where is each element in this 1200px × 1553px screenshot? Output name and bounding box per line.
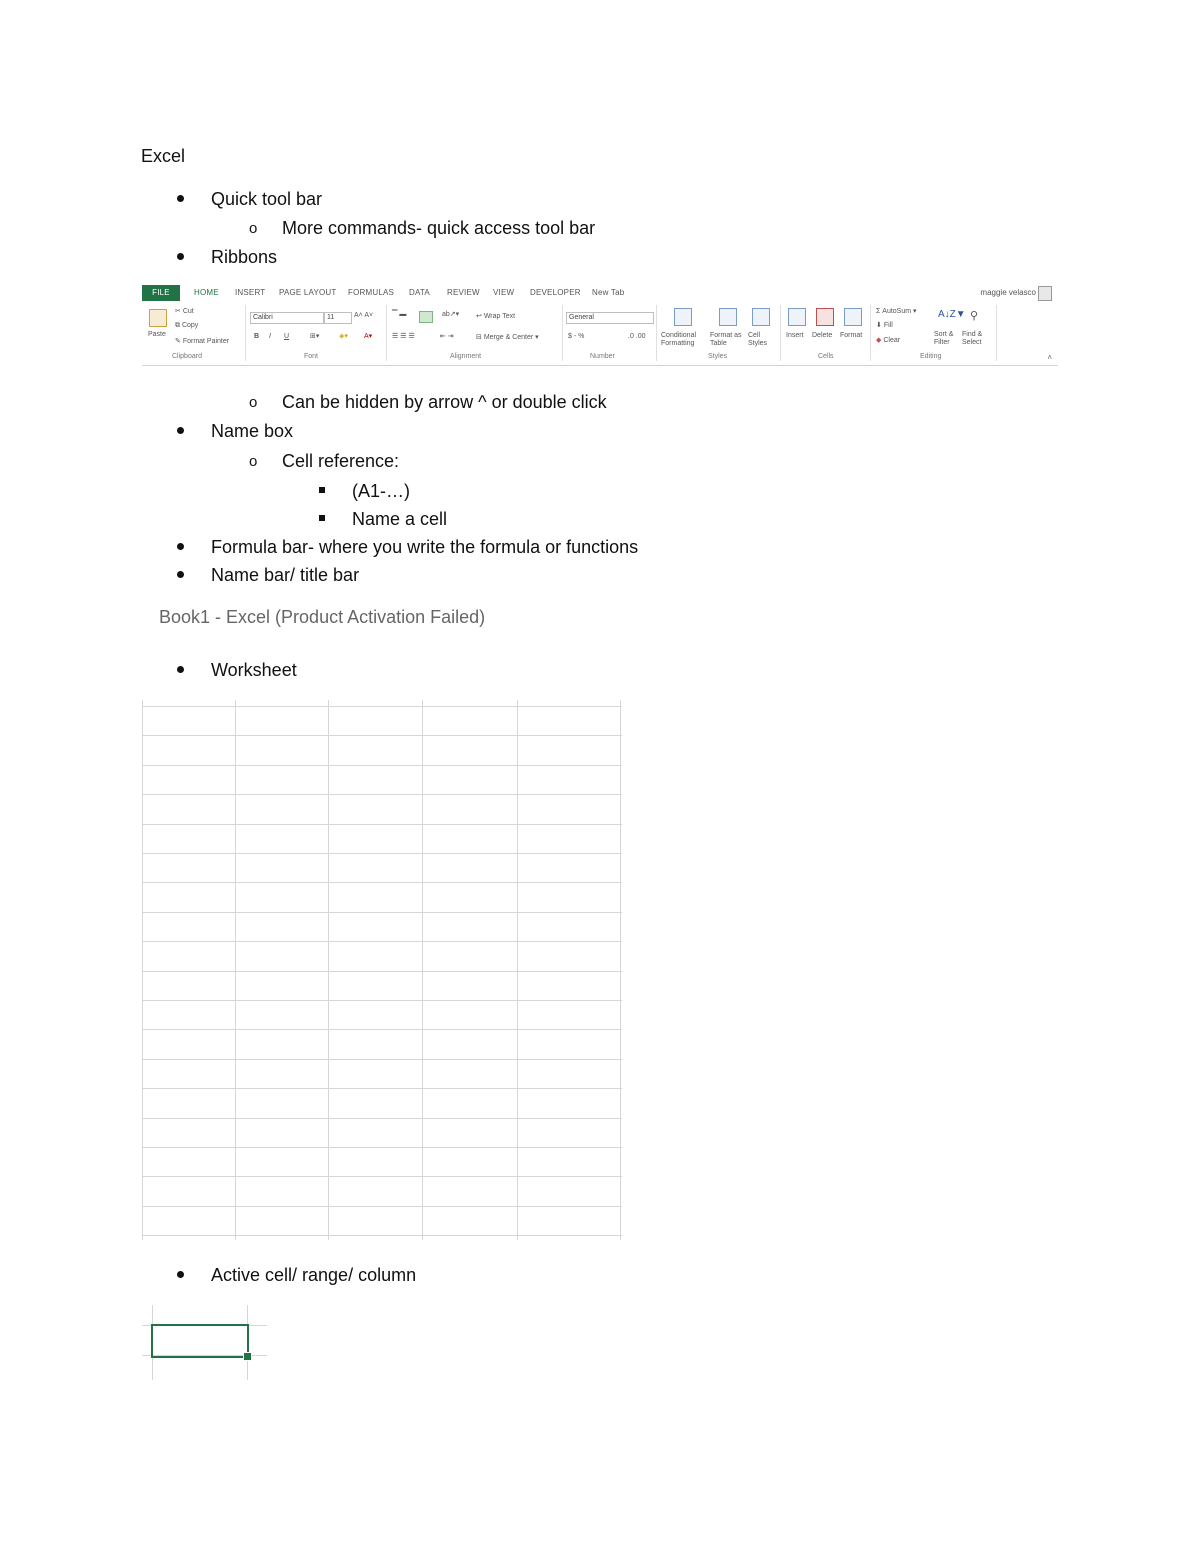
item-more-commands: More commands- quick access tool bar	[282, 218, 596, 238]
item-ribbons: Ribbons	[211, 247, 278, 267]
cut-label: Cut	[182, 308, 194, 315]
insert-cells-icon[interactable]	[788, 308, 806, 326]
find-select-button[interactable]: Find & Select	[962, 331, 983, 346]
align-top-icon[interactable]: ▔ ▬	[392, 311, 407, 318]
item-name-box: Name box	[211, 421, 294, 441]
item-quick-tool-bar: Quick tool bar	[211, 189, 323, 209]
bullet-dot	[177, 543, 184, 550]
active-cell[interactable]	[151, 1324, 249, 1358]
conditional-formatting-icon[interactable]	[674, 308, 692, 326]
item-cell-reference: Cell reference:	[282, 451, 400, 471]
grid-row-line	[142, 824, 622, 825]
bullet-square	[319, 487, 325, 493]
bullet-square	[319, 515, 325, 521]
bullet-circle: o	[249, 394, 258, 411]
cut-icon: ✂	[175, 308, 183, 315]
format-button[interactable]: Format	[840, 332, 863, 339]
doc-heading: Excel	[141, 146, 186, 166]
item-active-cell: Active cell/ range/ column	[211, 1265, 417, 1285]
grid-row-line	[142, 1029, 622, 1030]
grid-row-line	[142, 912, 622, 913]
number-format-select[interactable]: General	[566, 312, 654, 324]
delete-cells-icon[interactable]	[816, 308, 834, 326]
borders-icon[interactable]: ⊞▾	[310, 333, 320, 340]
grid-row-line	[142, 1235, 622, 1236]
cell-styles-icon[interactable]	[752, 308, 770, 326]
group-label-number: Number	[590, 353, 615, 360]
tab-file[interactable]: FILE	[142, 285, 180, 301]
merge-center-label: Merge & Center	[483, 334, 534, 341]
tab-developer[interactable]: DEVELOPER	[530, 288, 581, 297]
grid-row-line	[142, 971, 622, 972]
item-name-a-cell: Name a cell	[352, 509, 448, 529]
title-bar-text: Book1 - Excel (Product Activation Failed)	[159, 607, 486, 627]
tab-insert[interactable]: INSERT	[235, 288, 266, 297]
grid-row-line	[142, 1206, 622, 1207]
group-separator	[656, 305, 657, 361]
copy-icon: ⧉	[175, 322, 182, 329]
autosum-label: AutoSum	[882, 308, 912, 315]
group-separator	[386, 305, 387, 361]
bullet-circle: o	[249, 220, 258, 237]
group-separator	[562, 305, 563, 361]
format-painter-label: Format Painter	[182, 338, 230, 345]
copy-label: Copy	[181, 322, 199, 329]
indent-icon[interactable]: ⇤ ⇥	[440, 333, 454, 340]
worksheet-grid[interactable]	[142, 700, 622, 1240]
tab-formulas[interactable]: FORMULAS	[348, 288, 395, 297]
grid-row-line	[142, 765, 622, 766]
currency-percent-buttons[interactable]: $ - %	[568, 333, 585, 340]
conditional-formatting-button[interactable]: Conditional Formatting	[661, 332, 697, 347]
paste-button[interactable]: Paste	[148, 331, 166, 338]
binoculars-icon[interactable]: ⚲	[970, 310, 979, 322]
sigma-icon: Σ	[876, 308, 883, 315]
bullet-dot	[177, 195, 184, 202]
autosum-button[interactable]: Σ AutoSum ▾	[876, 308, 917, 315]
cut-button[interactable]	[175, 307, 194, 315]
font-size-select[interactable]: 11	[324, 312, 352, 324]
wrap-text-button[interactable]	[476, 312, 515, 320]
group-label-styles: Styles	[708, 353, 728, 360]
collapse-ribbon-icon[interactable]: ˄	[1047, 353, 1052, 362]
merge-icon: ⊟	[476, 334, 484, 341]
bullet-circle: o	[249, 453, 258, 470]
active-cell-example	[142, 1305, 267, 1380]
grid-row-line	[142, 794, 622, 795]
tab-view[interactable]: VIEW	[493, 288, 515, 297]
item-can-be-hidden: Can be hidden by arrow ^ or double click	[282, 392, 607, 412]
copy-button[interactable]	[175, 322, 198, 330]
align-middle-icon[interactable]	[419, 311, 433, 323]
orientation-icon[interactable]: ab↗▾	[442, 311, 460, 318]
sort-filter-icon[interactable]: A↓Z▼	[938, 309, 966, 320]
item-a1: (A1-…)	[352, 481, 410, 501]
group-label-clipboard: Clipboard	[172, 353, 202, 360]
group-separator	[780, 305, 781, 361]
group-label-font: Font	[304, 353, 319, 360]
tab-review[interactable]: REVIEW	[447, 288, 480, 297]
tab-new-tab[interactable]: New Tab	[592, 288, 625, 297]
tab-home[interactable]: HOME	[194, 288, 219, 297]
wrap-text-label: Wrap Text	[483, 313, 516, 320]
group-label-cells: Cells	[818, 353, 834, 360]
avatar[interactable]	[1038, 286, 1052, 301]
ribbon-tabs	[142, 285, 1058, 301]
grid-row-line	[142, 1176, 622, 1177]
underline-button[interactable]: U	[284, 333, 290, 340]
group-label-editing: Editing	[920, 353, 942, 360]
group-separator	[870, 305, 871, 361]
grid-row-line	[142, 853, 622, 854]
tab-data[interactable]: DATA	[409, 288, 430, 297]
insert-button[interactable]: Insert	[786, 332, 804, 339]
brush-icon: ✎	[175, 338, 183, 345]
grid-row-line	[142, 1147, 622, 1148]
ribbon-screenshot	[142, 285, 1058, 366]
wrap-text-icon: ↩	[476, 313, 484, 320]
fill-handle[interactable]	[243, 1352, 252, 1361]
cell-styles-button[interactable]: Cell Styles	[748, 332, 768, 347]
grid-row-line	[142, 941, 622, 942]
group-separator	[245, 305, 246, 361]
paste-icon[interactable]	[149, 309, 167, 327]
merge-center-button[interactable]: ⊟ Merge & Center ▾	[476, 334, 539, 341]
item-formula-bar: Formula bar- where you write the formula or functions	[211, 537, 639, 557]
grid-row-line	[142, 706, 622, 707]
font-size-arrows-icon[interactable]: A˄ A˅	[354, 312, 374, 319]
grid-row-line	[142, 1118, 622, 1119]
decimal-icon[interactable]: .0 .00	[628, 333, 646, 340]
grid-row-line	[142, 1059, 622, 1060]
group-separator	[996, 305, 997, 361]
fill-button[interactable]	[876, 321, 893, 329]
bold-button[interactable]: B	[254, 333, 260, 340]
format-cells-icon[interactable]	[844, 308, 862, 326]
item-name-bar: Name bar/ title bar	[211, 565, 360, 585]
format-painter-button[interactable]	[175, 337, 229, 345]
delete-button[interactable]: Delete	[812, 332, 833, 339]
user-name[interactable]: maggie velasco	[980, 288, 1036, 297]
grid-row-line	[142, 1000, 622, 1001]
format-table-button[interactable]: Format as Table	[710, 332, 742, 347]
italic-button[interactable]: I	[269, 333, 271, 340]
grid-row-line	[142, 882, 622, 883]
align-center-icon[interactable]: ☰ ☰ ☰	[392, 333, 415, 340]
item-worksheet: Worksheet	[211, 660, 297, 680]
grid-row-line	[142, 735, 622, 736]
group-label-alignment: Alignment	[450, 353, 482, 360]
clear-button[interactable]	[876, 336, 900, 344]
grid-row-line	[142, 1088, 622, 1089]
tab-page-layout[interactable]: PAGE LAYOUT	[279, 288, 337, 297]
bullet-dot	[177, 427, 184, 434]
bullet-dot	[177, 666, 184, 673]
sort-filter-button[interactable]: Sort & Filter	[934, 331, 954, 346]
fill-down-icon: ⬇	[876, 322, 884, 329]
fill-label: Fill	[883, 322, 893, 329]
font-color-icon[interactable]: A▾	[364, 333, 373, 340]
bullet-dot	[177, 571, 184, 578]
format-table-icon[interactable]	[719, 308, 737, 326]
bullet-dot	[177, 253, 184, 260]
clear-label: Clear	[883, 337, 901, 344]
eraser-icon: ◆	[876, 337, 884, 344]
bullet-dot	[177, 1271, 184, 1278]
fill-color-icon[interactable]: ◈▾	[339, 333, 348, 340]
font-name-select[interactable]: Calibri	[250, 312, 324, 324]
